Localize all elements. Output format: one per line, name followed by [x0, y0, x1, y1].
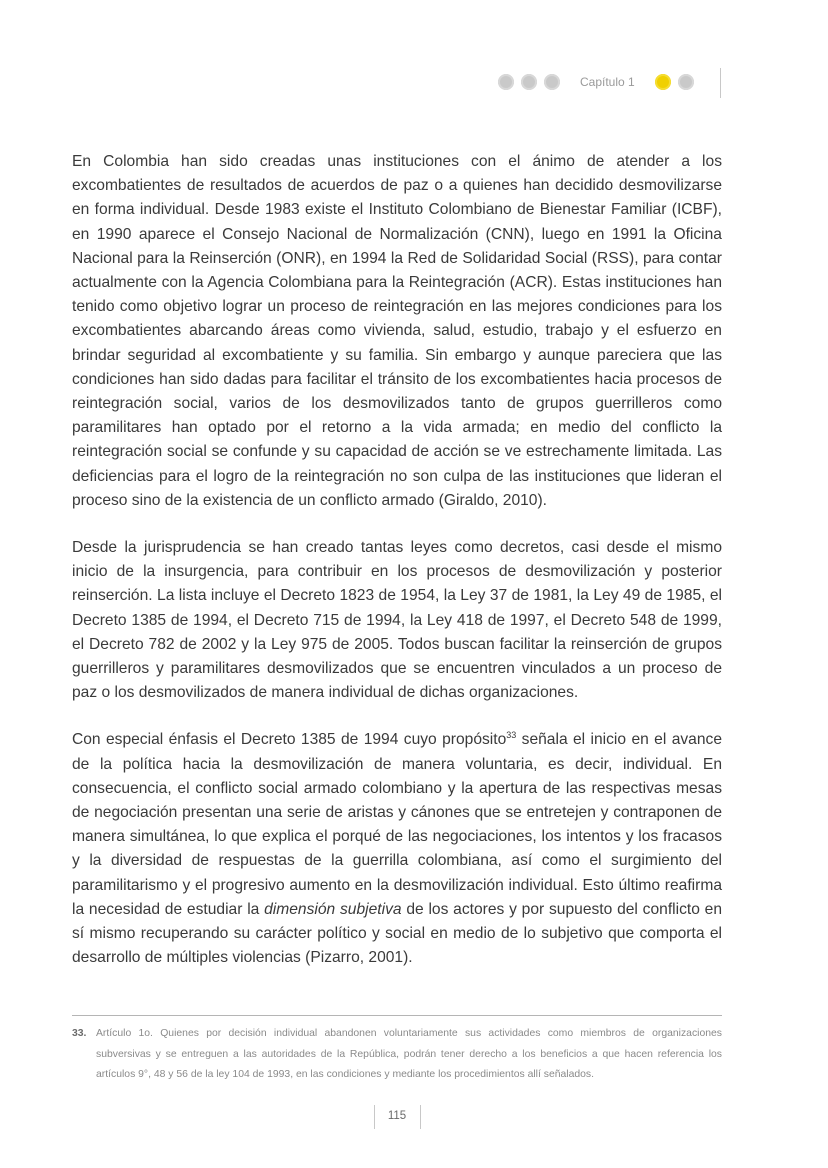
emphasis-text: dimensión subjetiva [264, 900, 402, 918]
paragraph-text: Con especial énfasis el Decreto 1385 de 1994 cuyo propósito [72, 731, 507, 749]
paragraph: En Colombia han sido creadas unas instituciones con el ánimo de atender a los excombatientes de resultados de acuerdos de paz o a quienes han decidido desmovilizarse en forma individual. Desde 1983 existe el Instituto Colombiano de Bienestar Familiar (ICBF), en 1990 aparece el Consejo Nacional de Normalización (CNN), luego en 1991 la Oficina Nacional para la Reinserción (ONR), en 1994 la Red de Solidaridad Social (RSS), para contar actualmente con la Agencia Colombiana para la Reintegración (ACR). Estas instituciones han tenido como objetivo lograr un proceso de reintegración en las mejores condiciones para los excombatientes abarcando áreas como vivienda, salud, estudio, trabajo y el esfuerzo en brindar seguridad al excombatiente y su familia. Sin embargo y aunque pareciera que las condiciones han sido dadas para facilitar el tránsito de los excombatientes hacia procesos de reintegración social, varios de los desmovilizados tanto de grupos guerrilleros como paramilitares han optado por el retorno a la vida armada; en medio del conflicto la reintegración social se confunde y su capacidad de acción se ve estrechamente limitada. Las deficiencias para el logro de la reintegración no son culpa de las instituciones que lideran el proceso sino de la existencia de un conflicto armado (Giraldo, 2010). [72, 153, 722, 509]
footnote-number: 33. [72, 1028, 87, 1039]
page-header [0, 68, 828, 100]
page-number: 115 [387, 1110, 407, 1122]
chapter-indicator-dot-icon [655, 74, 671, 90]
decorative-dot-icon [521, 74, 537, 90]
paragraph [72, 728, 722, 970]
paragraph-text: señala el inicio en el avance de la política hacia la desmovilización de manera voluntaria, es decir, individual. En consecuencia, el conflicto social armado colombiano y la apertura de las respectivas mesas de negociación presentan una serie de aristas y cánones que se entretejen y contraponen de manera simultánea, lo que explica el porqué de las negociaciones, los intentos y los fracasos y la diversidad de respuestas de la guerrilla colombiana, así como el surgimiento del paramilitarismo y el progresivo aumento en la desmovilización individual. Esto último reafirma la necesidad de estudiar la [72, 731, 722, 918]
decorative-dot-icon [544, 74, 560, 90]
footnote-reference: 33 [506, 730, 517, 741]
paragraph-text: de los actores y por supuesto del conflicto en sí mismo recuperando su carácter político y social en medio de lo subjetivo que comporta el desarrollo de múltiples violencias (Pizarro, 2001). [72, 900, 723, 967]
page-footer [0, 1105, 828, 1131]
paragraph: Desde la jurisprudencia se han creado tantas leyes como decretos, casi desde el mismo inicio de la insurgencia, para contribuir en los procesos de desmovilización y posterior reinserción. La lista incluye el Decreto 1823 de 1954, la Ley 37 de 1981, la Ley 49 de 1985, el Decreto 1385 de 1994, el Decreto 715 de 1994, la Ley 418 de 1997, el Decreto 548 de 1999, el Decreto 782 de 2002 y la Ley 975 de 2005. Todos buscan facilitar la reinserción de grupos guerrilleros y paramilitares desmovilizados que se encuentren vinculados a un proceso de paz o los desmovilizados de manera individual de dichas organizaciones. [72, 539, 722, 702]
main-text [72, 150, 722, 994]
footer-divider [420, 1105, 421, 1129]
footnote-divider [72, 1015, 722, 1016]
footnote-text: Artículo 1o. Quienes por decisión individual abandonen voluntariamente sus actividades como miembros de organizaciones subversivas y se entreguen a las autoridades de la República, podrán tener derecho a los beneficios a que hacen referencia los artículos 9°, 48 y 56 de la ley 104 de 1993, en las condiciones y mediante los procedimientos allí señalados. [96, 1028, 722, 1080]
chapter-label: Capítulo 1 [580, 75, 635, 89]
decorative-dot-icon [498, 74, 514, 90]
decorative-dot-icon [678, 74, 694, 90]
header-divider [720, 68, 721, 98]
footnote [72, 1024, 722, 1086]
